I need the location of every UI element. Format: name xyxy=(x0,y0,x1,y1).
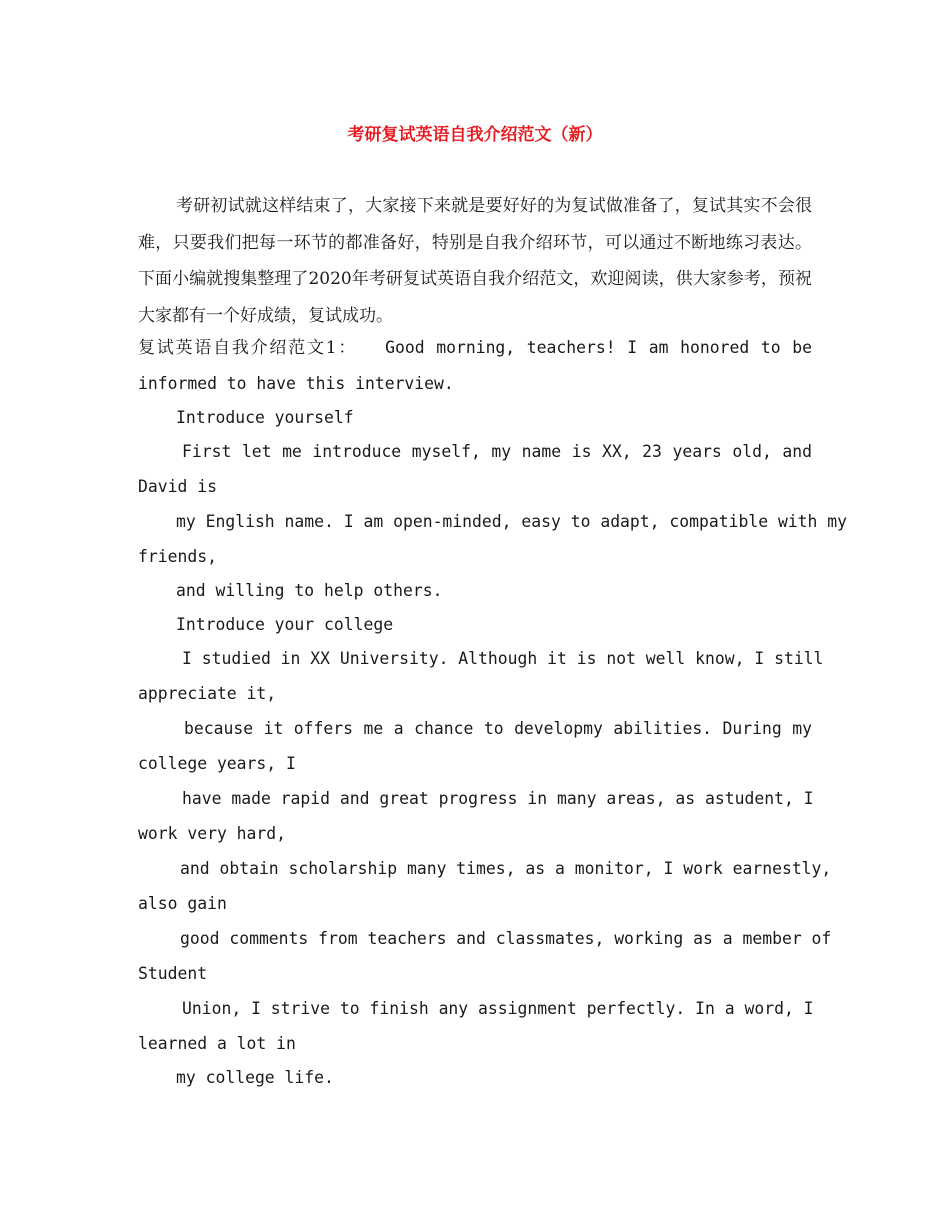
body-line: college years, I xyxy=(138,754,296,773)
body-line-greeting xyxy=(138,331,812,365)
body-line: appreciate it, xyxy=(138,684,277,703)
body-line: First let me introduce myself, my name is XX, 23 years old, and xyxy=(182,442,812,461)
section-heading-introduce-yourself: Introduce yourself xyxy=(176,408,354,427)
body-line: and willing to help others. xyxy=(176,581,443,600)
body-line: I studied in XX University. Although it is not well know, I still xyxy=(182,649,824,668)
body-line: have made rapid and great progress in many areas, as astudent, I xyxy=(182,789,814,808)
body-line: also gain xyxy=(138,894,227,913)
body-line: informed to have this interview. xyxy=(138,374,454,393)
body-line: friends, xyxy=(138,547,217,566)
body-line: Union, I strive to finish any assignment perfectly. In a word, I xyxy=(182,999,814,1018)
section-heading-introduce-college: Introduce your college xyxy=(176,615,394,634)
body-line: David is xyxy=(138,477,217,496)
body-line-text: Good morning, teachers! I am honored to be xyxy=(385,338,812,357)
document-title: 考研复试英语自我介绍范文（新） xyxy=(347,125,603,145)
sample-label: 复试英语自我介绍范文1： xyxy=(138,338,358,358)
body-line: my college life. xyxy=(176,1068,334,1087)
body-line: because it offers me a chance to developmy abilities. During my xyxy=(184,719,812,738)
body-line: my English name. I am open-minded, easy to adapt, compatible with my xyxy=(176,512,848,531)
intro-paragraph: 考研初试就这样结束了，大家接下来就是要好好的为复试做准备了，复试其实不会很难，只要我们把每一环节的都准备好，特别是自我介绍环节，可以通过不断地练习表达。下面小编就搜集整理了2020年考研复试英语自我介绍范文，欢迎阅读，供大家参考，预祝大家都有一个好成绩，复试成功。 xyxy=(138,196,812,326)
body-line: good comments from teachers and classmates, working as a member of xyxy=(180,929,832,948)
body-line: learned a lot in xyxy=(138,1034,296,1053)
body-line: and obtain scholarship many times, as a monitor, I work earnestly, xyxy=(180,859,832,878)
body-line: work very hard, xyxy=(138,824,287,843)
body-line: Student xyxy=(138,964,208,983)
